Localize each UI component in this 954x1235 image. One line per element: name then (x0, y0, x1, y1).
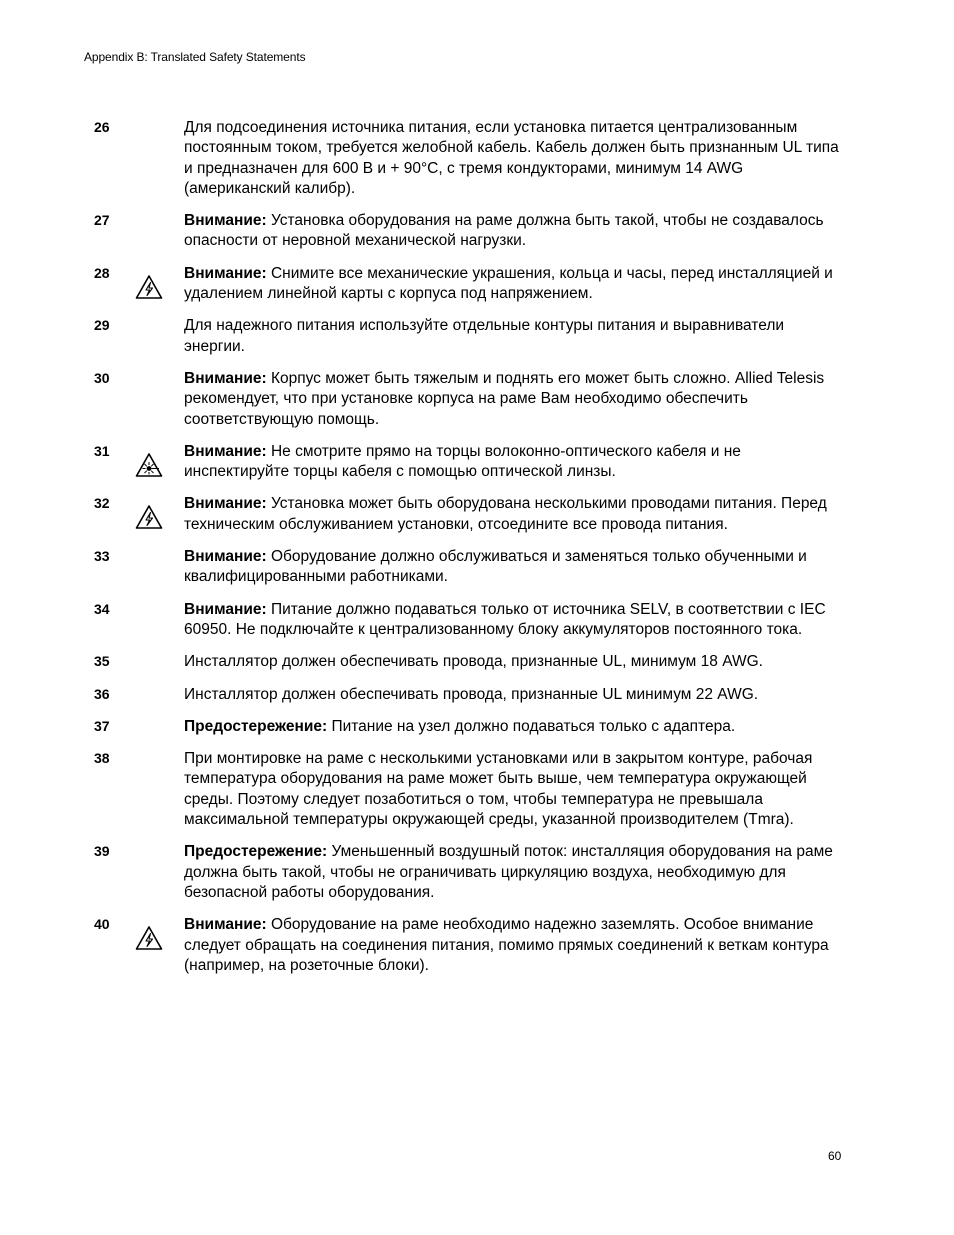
statement-text (184, 915, 844, 976)
statement-keyword: Внимание: (184, 916, 267, 934)
safety-statements-list (94, 118, 854, 988)
statement-body: Уменьшенный воздушный поток: инсталляция оборудования на раме должна быть такой, чтобы не ограничивать циркуляцию воздуха, необходимую для безопасной работы оборудования. (184, 843, 833, 901)
icon-cell (130, 316, 184, 336)
statement-keyword: Внимание: (184, 600, 267, 618)
statement-number: 38 (94, 750, 110, 767)
statement-body: Не смотрите прямо на торцы волоконно-оптического кабеля и не инспектируйте торцы кабеля с помощью оптической линзы. (184, 442, 741, 481)
icon-cell (130, 494, 184, 514)
statement-body: Оборудование на раме необходимо надежно заземлять. Особое внимание следует обращать на соединения питания, помимо прямых соединений к веткам контура (например, на розеточные блоки). (184, 916, 829, 974)
statement-36 (94, 685, 854, 705)
statement-32 (94, 494, 854, 535)
statement-body: При монтировке на раме с несколькими установками или в закрытом контуре, рабочая температура оборудования на раме может быть выше, чем температура окружающей среды. Поэтому следует позаботиться о том, чтобы температура не превышала максимальной температуры окружающей среды, указанной производителем (Tmra). (184, 750, 813, 829)
electrical-hazard-icon (135, 925, 163, 951)
statement-text (184, 442, 844, 483)
statement-text (184, 547, 844, 588)
icon-cell (130, 442, 184, 462)
icon-cell (130, 652, 184, 672)
icon-cell (130, 369, 184, 389)
statement-keyword: Внимание: (184, 442, 267, 460)
statement-33 (94, 547, 854, 588)
statement-keyword: Внимание: (184, 212, 267, 230)
statement-keyword: Внимание: (184, 264, 267, 282)
statement-26 (94, 118, 854, 199)
statement-body: Инсталлятор должен обеспечивать провода, признанные UL, минимум 18 AWG. (184, 653, 763, 671)
statement-body: Для подсоединения источника питания, если установка питается централизованным постоянным током, требуется желобной кабель. Кабель должен быть признанным UL типа и предназначен для 600 В и + 90°C, с тремя кондукторами, минимум 14 AWG (американский калибр). (184, 119, 839, 197)
statement-keyword: Предостережение: (184, 843, 328, 861)
statement-number: 37 (94, 717, 110, 734)
statement-keyword: Внимание: (184, 495, 267, 513)
statement-body: Корпус может быть тяжелым и поднять его может быть сложно. Allied Telesis рекомендует, что при установке корпуса на раме Вам необходимо обеспечить соответствующую помощь. (184, 369, 825, 428)
statement-keyword: Внимание: (184, 548, 267, 566)
statement-keyword: Предостережение: (184, 717, 328, 735)
statement-31 (94, 442, 854, 483)
icon-cell (130, 211, 184, 231)
statement-keyword: Внимание: (184, 369, 267, 387)
statement-text (184, 717, 844, 737)
statement-35 (94, 652, 854, 672)
icon-cell (130, 749, 184, 769)
statement-number: 26 (94, 119, 110, 135)
statement-30 (94, 369, 854, 430)
statement-29 (94, 316, 854, 357)
icon-cell (130, 118, 184, 138)
statement-body: Установка оборудования на раме должна быть такой, чтобы не создавалось опасности от неровной механической нагрузки. (184, 212, 824, 250)
statement-40 (94, 915, 854, 976)
electrical-hazard-icon (135, 504, 163, 530)
statement-number: 31 (94, 442, 110, 459)
statement-number: 33 (94, 548, 110, 565)
statement-text (184, 652, 844, 672)
statement-text (184, 749, 844, 830)
statement-body: Оборудование должно обслуживаться и заменяться только обученными и квалифицированными работниками. (184, 548, 807, 586)
icon-cell (130, 264, 184, 284)
statement-text (184, 494, 844, 535)
statement-text (184, 369, 844, 430)
icon-cell (130, 547, 184, 567)
statement-body: Установка может быть оборудована несколькими проводами питания. Перед техническим обслуживанием установки, отсоедините все провода питания. (184, 495, 827, 533)
icon-cell (130, 915, 184, 935)
electrical-hazard-icon (135, 274, 163, 300)
statement-number: 29 (94, 317, 110, 334)
statement-38 (94, 749, 854, 830)
statement-text (184, 264, 844, 305)
statement-28 (94, 264, 854, 305)
statement-number: 40 (94, 916, 110, 933)
statement-body: Инсталлятор должен обеспечивать провода, признанные UL минимум 22 AWG. (184, 685, 759, 703)
statement-37 (94, 717, 854, 737)
icon-cell (130, 842, 184, 862)
icon-cell (130, 685, 184, 705)
statement-body: Питание должно подаваться только от источника SELV, в соответствии с IEC 60950. Не подключайте к централизованному блоку аккумуляторов постоянного тока. (184, 600, 826, 638)
running-head: Appendix B: Translated Safety Statements (84, 50, 306, 64)
statement-39 (94, 842, 854, 903)
statement-text (184, 842, 844, 903)
page-number: 60 (828, 1149, 842, 1163)
statement-text (184, 600, 844, 641)
statement-body: Питание на узел должно подаваться только с адаптера. (327, 717, 736, 735)
statement-number: 35 (94, 653, 110, 670)
icon-cell (130, 600, 184, 620)
statement-body: Для надежного питания используйте отдельные контуры питания и выравниватели энергии. (184, 317, 785, 355)
statement-34 (94, 600, 854, 641)
statement-number: 27 (94, 212, 110, 229)
statement-number: 30 (94, 369, 110, 386)
statement-text (184, 118, 844, 199)
statement-number: 36 (94, 685, 110, 702)
statement-27 (94, 211, 854, 252)
statement-text (184, 316, 844, 357)
statement-number: 28 (94, 264, 110, 281)
statement-number: 34 (94, 600, 110, 617)
statement-body: Снимите все механические украшения, кольца и часы, перед инсталляцией и удалением линейной карты с корпуса под напряжением. (184, 264, 833, 303)
icon-cell (130, 717, 184, 737)
statement-number: 32 (94, 495, 110, 512)
statement-text (184, 685, 844, 705)
laser-hazard-icon (135, 452, 163, 478)
statement-text (184, 211, 844, 252)
statement-number: 39 (94, 843, 110, 860)
